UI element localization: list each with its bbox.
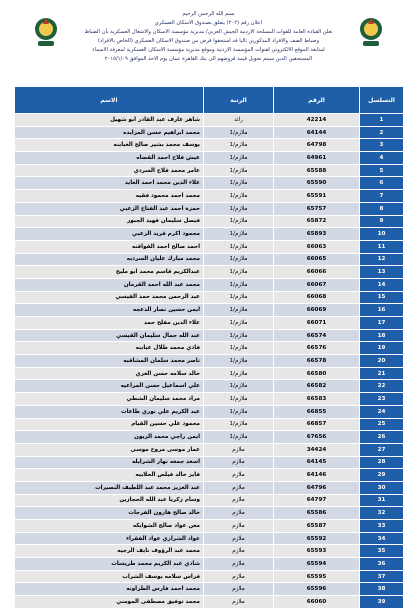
row-rank-cell: ملازم/1 bbox=[204, 126, 274, 139]
row-seq-cell: 31 bbox=[360, 494, 404, 507]
row-name-cell: محمد توفيق مصطفى المومني bbox=[15, 596, 204, 609]
document-header bbox=[14, 8, 403, 88]
row-rank-cell: ملازم bbox=[204, 583, 274, 596]
row-number-cell: 65594 bbox=[274, 558, 360, 571]
header-line: تعلن القيادة العامة للقوات المسلحة الاردنية الجيش العربي/ مديرية مؤسسة الاسكان والاشغال العسكرية بأن الضباط bbox=[84, 29, 333, 35]
table-row bbox=[15, 520, 404, 533]
table-row bbox=[15, 494, 404, 507]
table-row bbox=[15, 329, 404, 342]
row-rank-cell: ملازم bbox=[204, 558, 274, 571]
row-number-cell: 65596 bbox=[274, 583, 360, 596]
column-header-number: الرقم bbox=[274, 87, 360, 114]
army-emblem-icon bbox=[32, 14, 60, 48]
row-rank-cell: ملازم bbox=[204, 520, 274, 533]
row-seq-cell: 28 bbox=[360, 456, 404, 469]
table-row bbox=[15, 152, 404, 165]
row-name-cell: فيصل سليمان فهيد الجبور bbox=[15, 215, 204, 228]
row-seq-cell: 39 bbox=[360, 596, 404, 609]
row-seq-cell: 20 bbox=[360, 355, 404, 368]
row-rank-cell: ملازم/1 bbox=[204, 139, 274, 152]
army-emblem-icon bbox=[357, 14, 385, 48]
row-number-cell: 66071 bbox=[274, 317, 360, 330]
row-name-cell: فراس سلامه يوسف الشراب bbox=[15, 570, 204, 583]
table-row bbox=[15, 456, 404, 469]
row-seq-cell: 26 bbox=[360, 431, 404, 444]
table-row bbox=[15, 418, 404, 431]
row-seq-cell: 38 bbox=[360, 583, 404, 596]
row-name-cell: عواد الشراري عواد الفقراء bbox=[15, 532, 204, 545]
row-number-cell: 64145 bbox=[274, 456, 360, 469]
row-seq-cell: 4 bbox=[360, 152, 404, 165]
row-name-cell: شاهر عارف عبد القادر ابو شهيل bbox=[15, 114, 204, 127]
table-row bbox=[15, 304, 404, 317]
table-row bbox=[15, 177, 404, 190]
table-row bbox=[15, 190, 404, 203]
table-row bbox=[15, 481, 404, 494]
row-seq-cell: 24 bbox=[360, 405, 404, 418]
row-name-cell: فايز خالد فيلص الحلايبه bbox=[15, 469, 204, 482]
row-number-cell: 64146 bbox=[274, 469, 360, 482]
row-rank-cell: ملازم/1 bbox=[204, 177, 274, 190]
table-header-row bbox=[15, 87, 404, 114]
row-rank-cell: ملازم/1 bbox=[204, 240, 274, 253]
row-number-cell: 64961 bbox=[274, 152, 360, 165]
row-rank-cell: ملازم bbox=[204, 532, 274, 545]
table-row bbox=[15, 253, 404, 266]
column-header-name: الاسم bbox=[15, 87, 204, 114]
row-rank-cell: ملازم bbox=[204, 456, 274, 469]
row-number-cell: 66063 bbox=[274, 240, 360, 253]
row-seq-cell: 34 bbox=[360, 532, 404, 545]
column-header-rank: الرتبة bbox=[204, 87, 274, 114]
row-seq-cell: 36 bbox=[360, 558, 404, 571]
row-number-cell: 65586 bbox=[274, 507, 360, 520]
row-number-cell: 66578 bbox=[274, 355, 360, 368]
header-line: المستحقين الذين سيتم تحويل قيمة قروضهم الى بنك القاهرة عمان يوم الاحد الموافق ٢٠١٥/١/٠٩ bbox=[104, 56, 313, 62]
row-seq-cell: 14 bbox=[360, 278, 404, 291]
header-line: بسم الله الرحمن الرحيم bbox=[182, 11, 235, 17]
row-seq-cell: 7 bbox=[360, 190, 404, 203]
row-name-cell: محمود علي حسين القيام bbox=[15, 418, 204, 431]
announcement-text bbox=[66, 10, 351, 64]
table-row bbox=[15, 317, 404, 330]
row-rank-cell: ملازم/1 bbox=[204, 304, 274, 317]
row-name-cell: خالد سلامه حسن العزي bbox=[15, 367, 204, 380]
row-name-cell: شادي عبد الكريم محمد طريسات bbox=[15, 558, 204, 571]
column-header-seq: التسلسل bbox=[360, 87, 404, 114]
row-name-cell: معن عواد صالح الشوابكه bbox=[15, 520, 204, 533]
row-name-cell: محمد احمد فارس الطراونه bbox=[15, 583, 204, 596]
row-number-cell: 65588 bbox=[274, 164, 360, 177]
table-row bbox=[15, 545, 404, 558]
table-row bbox=[15, 114, 404, 127]
row-name-cell: عبد العزيز محمد عبد اللطيف النصيرات bbox=[15, 481, 204, 494]
row-seq-cell: 21 bbox=[360, 367, 404, 380]
header-line: اعلان رقم (٢٠٢) يتعلق بصندوق الاسكان العسكري bbox=[154, 20, 263, 26]
row-name-cell: علي اسماعيل حسن المراعيه bbox=[15, 380, 204, 393]
row-rank-cell: ملازم/1 bbox=[204, 317, 274, 330]
row-rank-cell: ملازم bbox=[204, 507, 274, 520]
table-row bbox=[15, 443, 404, 456]
row-seq-cell: 27 bbox=[360, 443, 404, 456]
row-name-cell: عامر محمد فلاح السردي bbox=[15, 164, 204, 177]
row-rank-cell: ملازم bbox=[204, 570, 274, 583]
header-line: لمتابعة الموقع الالكتروني لقنوات المؤسسة الاردنية وموقع مديرية مؤسسة الاسكان العسكرية لمعرفة الاسماء bbox=[92, 47, 325, 53]
row-seq-cell: 15 bbox=[360, 291, 404, 304]
row-name-cell: ايمن حسين نصار الدعجه bbox=[15, 304, 204, 317]
row-seq-cell: 5 bbox=[360, 164, 404, 177]
row-seq-cell: 25 bbox=[360, 418, 404, 431]
header-line: وضباط الصف والافراد المذكورين تاليا قد استحقوا قرض من صندوق الاسكان العسكري (الخاص بالافراد) bbox=[97, 38, 320, 44]
row-seq-cell: 19 bbox=[360, 342, 404, 355]
row-seq-cell: 6 bbox=[360, 177, 404, 190]
row-name-cell: محمد ابراهيم حسن المزايده bbox=[15, 126, 204, 139]
row-number-cell: 66066 bbox=[274, 266, 360, 279]
row-seq-cell: 17 bbox=[360, 317, 404, 330]
table-row bbox=[15, 278, 404, 291]
row-name-cell: خالد صالح هارون الفرجات bbox=[15, 507, 204, 520]
table-row bbox=[15, 469, 404, 482]
row-seq-cell: 9 bbox=[360, 215, 404, 228]
row-number-cell: 66576 bbox=[274, 342, 360, 355]
row-name-cell: علاء الدين مفلح حمد bbox=[15, 317, 204, 330]
row-rank-cell: ملازم/1 bbox=[204, 253, 274, 266]
row-number-cell: 66583 bbox=[274, 393, 360, 406]
row-number-cell: 65587 bbox=[274, 520, 360, 533]
row-number-cell: 66582 bbox=[274, 380, 360, 393]
table-row bbox=[15, 558, 404, 571]
row-seq-cell: 16 bbox=[360, 304, 404, 317]
row-seq-cell: 37 bbox=[360, 570, 404, 583]
row-seq-cell: 22 bbox=[360, 380, 404, 393]
row-seq-cell: 2 bbox=[360, 126, 404, 139]
row-name-cell: عيش فلاح احمد القضاه bbox=[15, 152, 204, 165]
row-rank-cell: ملازم bbox=[204, 494, 274, 507]
row-seq-cell: 32 bbox=[360, 507, 404, 520]
row-seq-cell: 8 bbox=[360, 202, 404, 215]
row-rank-cell: ملازم/1 bbox=[204, 405, 274, 418]
row-name-cell: يوسف محمد بشير صالح العبابنه bbox=[15, 139, 204, 152]
row-rank-cell: ملازم/1 bbox=[204, 202, 274, 215]
table-row bbox=[15, 507, 404, 520]
row-number-cell: 66067 bbox=[274, 278, 360, 291]
row-rank-cell: ملازم/1 bbox=[204, 152, 274, 165]
row-rank-cell: رائد bbox=[204, 114, 274, 127]
row-rank-cell: ملازم/1 bbox=[204, 418, 274, 431]
row-number-cell: 66069 bbox=[274, 304, 360, 317]
table-row bbox=[15, 393, 404, 406]
row-rank-cell: ملازم/1 bbox=[204, 342, 274, 355]
row-rank-cell: ملازم/1 bbox=[204, 278, 274, 291]
row-number-cell: 66855 bbox=[274, 405, 360, 418]
table-row bbox=[15, 228, 404, 241]
row-seq-cell: 30 bbox=[360, 481, 404, 494]
table-row bbox=[15, 240, 404, 253]
row-name-cell: محمد عبد الله احمد القرمان bbox=[15, 278, 204, 291]
row-name-cell: ناصر محمد سلمان المشاقبه bbox=[15, 355, 204, 368]
row-number-cell: 66065 bbox=[274, 253, 360, 266]
row-number-cell: 65595 bbox=[274, 570, 360, 583]
row-rank-cell: ملازم/1 bbox=[204, 266, 274, 279]
row-number-cell: 65591 bbox=[274, 190, 360, 203]
row-seq-cell: 11 bbox=[360, 240, 404, 253]
row-number-cell: 65757 bbox=[274, 202, 360, 215]
table-row bbox=[15, 380, 404, 393]
row-name-cell: علاء الدين محمد احمد العايد bbox=[15, 177, 204, 190]
row-number-cell: 64798 bbox=[274, 139, 360, 152]
row-number-cell: 34424 bbox=[274, 443, 360, 456]
row-rank-cell: ملازم/1 bbox=[204, 329, 274, 342]
row-name-cell: محمد مبارك عليان السرديه bbox=[15, 253, 204, 266]
row-name-cell: ايمن راجي محمد الزيون bbox=[15, 431, 204, 444]
row-number-cell: 64796 bbox=[274, 481, 360, 494]
row-number-cell: 66857 bbox=[274, 418, 360, 431]
table-row bbox=[15, 431, 404, 444]
row-rank-cell: ملازم bbox=[204, 443, 274, 456]
row-rank-cell: ملازم/1 bbox=[204, 291, 274, 304]
row-name-cell: حمزة احمد عبد الفتاح الزعبي bbox=[15, 202, 204, 215]
row-rank-cell: ملازم bbox=[204, 545, 274, 558]
row-name-cell: عبد الكريم علي نوري طاعات bbox=[15, 405, 204, 418]
table-row bbox=[15, 570, 404, 583]
row-number-cell: 64797 bbox=[274, 494, 360, 507]
row-number-cell: 67656 bbox=[274, 431, 360, 444]
row-name-cell: عبدالكريم قاسم محمد ابو مليح bbox=[15, 266, 204, 279]
table-row bbox=[15, 583, 404, 596]
row-number-cell: 66068 bbox=[274, 291, 360, 304]
table-row bbox=[15, 367, 404, 380]
row-seq-cell: 29 bbox=[360, 469, 404, 482]
row-number-cell: 42214 bbox=[274, 114, 360, 127]
table-row bbox=[15, 139, 404, 152]
row-rank-cell: ملازم/1 bbox=[204, 190, 274, 203]
table-row bbox=[15, 266, 404, 279]
row-rank-cell: ملازم/1 bbox=[204, 355, 274, 368]
row-seq-cell: 33 bbox=[360, 520, 404, 533]
row-rank-cell: ملازم/1 bbox=[204, 431, 274, 444]
row-name-cell: عبد الرحمن محمد حمد القيسي bbox=[15, 291, 204, 304]
row-number-cell: 64144 bbox=[274, 126, 360, 139]
row-number-cell: 65893 bbox=[274, 228, 360, 241]
row-rank-cell: ملازم bbox=[204, 481, 274, 494]
row-seq-cell: 13 bbox=[360, 266, 404, 279]
row-number-cell: 65872 bbox=[274, 215, 360, 228]
row-rank-cell: ملازم/1 bbox=[204, 380, 274, 393]
table-row bbox=[15, 215, 404, 228]
row-name-cell: محمد احمد محمود فقيه bbox=[15, 190, 204, 203]
row-number-cell: 66580 bbox=[274, 367, 360, 380]
table-row bbox=[15, 164, 404, 177]
row-number-cell: 65593 bbox=[274, 545, 360, 558]
row-name-cell: محمد عبد الرؤوف نايف الرجيه bbox=[15, 545, 204, 558]
row-name-cell: وسام زكريا عبد الله الحجازين bbox=[15, 494, 204, 507]
row-seq-cell: 3 bbox=[360, 139, 404, 152]
row-rank-cell: ملازم/1 bbox=[204, 164, 274, 177]
row-seq-cell: 23 bbox=[360, 393, 404, 406]
row-seq-cell: 35 bbox=[360, 545, 404, 558]
row-number-cell: 65590 bbox=[274, 177, 360, 190]
row-name-cell: عبد الله جمال سليمان القيسي bbox=[15, 329, 204, 342]
row-rank-cell: ملازم/1 bbox=[204, 367, 274, 380]
row-rank-cell: ملازم/1 bbox=[204, 215, 274, 228]
row-name-cell: مراد محمد سليمان الشطي bbox=[15, 393, 204, 406]
row-rank-cell: ملازم bbox=[204, 596, 274, 609]
row-rank-cell: ملازم/1 bbox=[204, 228, 274, 241]
row-seq-cell: 12 bbox=[360, 253, 404, 266]
row-seq-cell: 10 bbox=[360, 228, 404, 241]
row-seq-cell: 18 bbox=[360, 329, 404, 342]
row-number-cell: 65592 bbox=[274, 532, 360, 545]
row-rank-cell: ملازم/1 bbox=[204, 393, 274, 406]
table-row bbox=[15, 355, 404, 368]
row-number-cell: 66060 bbox=[274, 596, 360, 609]
row-name-cell: احمد صالح احمد القواقنه bbox=[15, 240, 204, 253]
recipients-table bbox=[14, 86, 404, 609]
row-name-cell: عمار موسى مروح موسى bbox=[15, 443, 204, 456]
table-row bbox=[15, 291, 404, 304]
table-row bbox=[15, 596, 404, 609]
table-row bbox=[15, 342, 404, 355]
table-row bbox=[15, 405, 404, 418]
row-seq-cell: 1 bbox=[360, 114, 404, 127]
row-name-cell: اسعد جمعه نهار الشرايله bbox=[15, 456, 204, 469]
row-name-cell: محمود اكرم فريد الزعبي bbox=[15, 228, 204, 241]
table-row bbox=[15, 202, 404, 215]
table-row bbox=[15, 532, 404, 545]
row-number-cell: 66574 bbox=[274, 329, 360, 342]
row-name-cell: فادي محمد طلال عبابنه bbox=[15, 342, 204, 355]
row-rank-cell: ملازم bbox=[204, 469, 274, 482]
table-body bbox=[15, 114, 404, 609]
table-row bbox=[15, 126, 404, 139]
